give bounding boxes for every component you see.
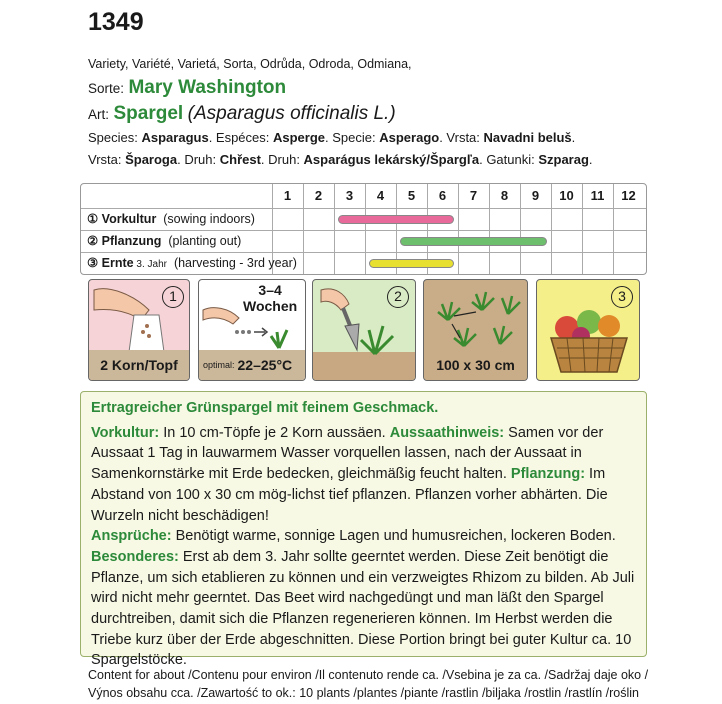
species-translation-label-1: . Espéces: (208, 130, 273, 145)
optimal-label: optimal: (203, 360, 235, 370)
variety-name: Mary Washington (128, 77, 287, 98)
step-number-3: 3 (611, 286, 633, 308)
species-translation-label-4: . (571, 130, 576, 145)
species-translation-name-0: Asparagus (141, 130, 209, 145)
month-label-5: 5 (407, 188, 416, 203)
species-translation-b-name-1: Chřest (219, 152, 261, 167)
month-label-8: 8 (500, 188, 509, 203)
sorte-line (88, 77, 286, 99)
pictogram-planting (312, 279, 416, 381)
species-translation-b-label-0: Vrsta: (88, 152, 126, 167)
calendar-bar (369, 259, 454, 268)
calendar-activity: ① Vorkultur (87, 212, 157, 226)
art-line (88, 103, 396, 125)
calendar-note-small: 3. Jahr (133, 259, 167, 270)
month-label-4: 4 (376, 188, 385, 203)
calendar-activity: ③ Ernte (87, 256, 134, 270)
month-label-10: 10 (559, 188, 574, 203)
product-headline: Ertragreicher Grünspargel mit feinem Geschmack. (91, 400, 439, 416)
month-label-11: 11 (590, 188, 605, 203)
month-label-1: 1 (283, 188, 292, 203)
germination-weeks-range: 3–4 (258, 282, 282, 298)
calendar-note: (planting out) (161, 234, 242, 248)
species-translation-label-3: . Vrsta: (439, 130, 484, 145)
article-number: 1349 (88, 8, 144, 36)
species-translation-name-1: Asperge (273, 130, 326, 145)
pictogram-harvest (536, 279, 640, 381)
vorkultur-label: Vorkultur: (91, 424, 160, 441)
plant-spacing: 100 x 30 cm (424, 350, 527, 380)
species-translation-b-label-2: . Druh: (260, 152, 304, 167)
month-label-9: 9 (531, 188, 540, 203)
species-translations-1 (88, 130, 575, 145)
species-translation-name-2: Asperago (379, 130, 440, 145)
species-translations-2 (88, 152, 593, 167)
content-amount-line-2: Výnos obsahu cca. /Zawartość to ok.: 10 plants /plantes /piante /rastlin /biljaka /rostlin /rastlín /roślin (88, 686, 639, 700)
sorte-label: Sorte: (88, 81, 125, 96)
ansprueche-label: Ansprüche: (91, 528, 172, 545)
ansprueche-text: Benötigt warme, sonnige Lagen und humusreichen, lockeren Boden. (171, 528, 616, 545)
calendar-row-label (87, 208, 255, 230)
species-translation-b-name-3: Szparag (538, 152, 589, 167)
species-translation-b-label-3: . Gatunki: (479, 152, 539, 167)
pflanzung-label: Pflanzung: (510, 466, 586, 483)
month-label-6: 6 (438, 188, 447, 203)
species-translation-label-0: Species: (88, 130, 142, 145)
vorkultur-paragraph (91, 423, 636, 527)
vorkultur-text: In 10 cm-Töpfe je 2 Korn aussäen. (159, 424, 390, 441)
besonderes-label: Besonderes: (91, 548, 179, 565)
besonderes-text: Erst ab dem 3. Jahr sollte geerntet werden. Diese Zeit benötigt die Pflanze, um sich etablieren zu können und ein verzweigtes Rhizom zu bilden. Ab Juli wird nicht mehr geerntet. Das Beet wird nachgedüngt und man läßt den Spargel durchtreiben, damit sich die Pflanzen regenerieren können. Im Herbst werden die Triebe kurz über der Erde abgeschnitten. Diese Portion bringt bei guter Kultur ca. 10 Spargelstöcke. (91, 548, 635, 669)
calendar-row-label (87, 252, 297, 276)
optimal-temperature (199, 350, 305, 380)
step-number-2: 2 (387, 286, 409, 308)
plant-spacing-icon (424, 280, 528, 352)
besonderes-paragraph (91, 547, 636, 671)
temperature-range: 22–25°C (237, 357, 293, 373)
step-number-1: 1 (162, 286, 184, 308)
sowing-calendar (80, 183, 647, 275)
month-label-12: 12 (621, 188, 636, 203)
month-label-2: 2 (314, 188, 323, 203)
trowel-planting-icon (313, 280, 416, 381)
month-label-7: 7 (469, 188, 478, 203)
seeds-per-pot: 2 Korn/Topf (89, 350, 189, 380)
species-translation-name-3: Navadni beluš (483, 130, 572, 145)
art-label: Art: (88, 107, 110, 122)
latin-name: (Asparagus officinalis L.) (187, 103, 396, 124)
content-amount-line-1: Content for about /Contenu pour environ /Il contenuto rende ca. /Vsebina je za ca. /Sadržaj daje oko / (88, 668, 649, 682)
month-label-3: 3 (345, 188, 354, 203)
aussaathinweis-label: Aussaathinweis: (389, 424, 505, 441)
cultivation-instructions (80, 391, 647, 669)
germination-icon (199, 280, 305, 352)
species-translation-b-label-1: . Druh: (177, 152, 220, 167)
germination-weeks-label: Wochen (243, 298, 298, 314)
calendar-bar (400, 237, 547, 246)
species-translation-b-label-4: . (588, 152, 593, 167)
species-translation-b-name-2: Asparágus lekárský/Špargľa (303, 152, 480, 167)
aussaathinweis-text: Samen vor der Aussaat 1 Tag in lauwarmem Wasser vorquellen lassen, nach der Aussaat in Samenkornstärke mit Erde bedecken, gleichmäßig feucht halten. (91, 424, 604, 483)
calendar-note: (sowing indoors) (156, 212, 255, 226)
species-translation-label-2: . Specie: (325, 130, 380, 145)
species-name: Spargel (113, 103, 184, 124)
calendar-activity: ② Pflanzung (87, 234, 162, 248)
pictogram-germination (198, 279, 306, 381)
calendar-note: (harvesting - 3rd year) (167, 256, 297, 270)
ansprueche-paragraph (91, 526, 636, 547)
pictogram-spacing (423, 279, 528, 381)
vegetable-basket-icon (537, 280, 640, 381)
pflanzung-text: Im Abstand von 100 x 30 cm mög-lichst tief pflanzen. Pflanzen vorher abhärten. Die Wurzeln nicht beschädigen! (91, 466, 608, 524)
calendar-row-label (87, 230, 241, 252)
pictogram-sowing (88, 279, 190, 381)
species-translation-b-name-0: Šparoga (125, 152, 178, 167)
calendar-bar (338, 215, 454, 224)
hand-sowing-icon (89, 280, 189, 352)
variety-languages: Variety, Variété, Varietá, Sorta, Odrůda, Odroda, Odmiana, (88, 57, 412, 71)
